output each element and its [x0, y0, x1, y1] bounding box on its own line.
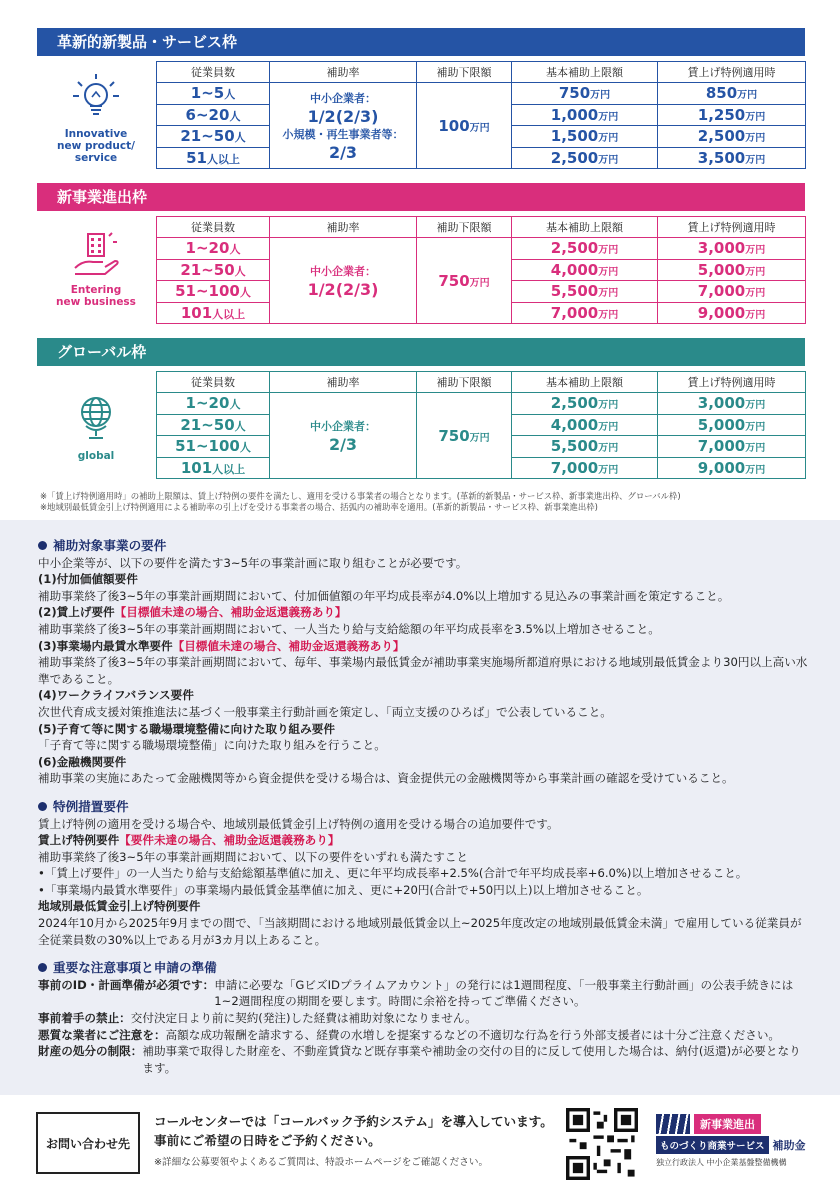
special1-bullet: •「賃上げ要件」の一人当たり給与支給総額基準値に加え、更に年平均成長率+2.5%(合計で年平均成長率+6.0%)以上増加させること。 [38, 866, 748, 881]
caption-line: new business [56, 296, 136, 308]
employee-cell: 1~20人 [157, 238, 270, 260]
logo-org: 独立行政法人 中小企業基盤整備機構 [656, 1158, 787, 1167]
col-header: 補助下限額 [417, 372, 512, 393]
special-intro: 賃上げ特例の適用を受ける場合や、地域別最低賃金引上げ特例の適用を受ける場合の追加要件です。 [38, 816, 559, 831]
upper-cell: 5,500万円 [512, 436, 658, 458]
employee-cell: 101人以上 [157, 457, 270, 479]
table-header-row [157, 372, 806, 393]
caption-line: global [77, 450, 115, 462]
section-header-new-business: 新事業進出枠 [37, 183, 805, 211]
table-row [157, 238, 806, 260]
section-header-global: グローバル枠 [37, 338, 805, 366]
table-notes [40, 491, 681, 513]
footer [0, 1102, 840, 1192]
table-new-business [156, 216, 806, 324]
program-logo [656, 1114, 806, 1168]
globe-icon [69, 390, 123, 442]
special-cell: 5,000万円 [658, 259, 806, 281]
rate-cell: 中小企業者： 1/2(2/3) 小規模・再生事業者等： 2/3 [270, 83, 417, 169]
req3-text: 補助事業終了後3~5年の事業計画期間において、毎年、事業場内最低賃金が補助事業実施場所都道府県における地域別最低賃金より30円以上高い水準であること。 [38, 655, 808, 686]
employee-cell: 21~50人 [157, 126, 270, 148]
rate-cell: 中小企業者： 2/3 [270, 393, 417, 479]
employee-cell: 21~50人 [157, 259, 270, 281]
lower-limit-cell: 100万円 [417, 83, 512, 169]
col-header: 補助率 [270, 372, 417, 393]
special-cell: 9,000万円 [658, 457, 806, 479]
employee-cell: 1~5人 [157, 83, 270, 105]
rate-cell: 中小企業者： 1/2(2/3) [270, 238, 417, 324]
col-header: 基本補助上限額 [512, 217, 658, 238]
table-row [157, 83, 806, 105]
upper-cell: 1,000万円 [512, 104, 658, 126]
bullet-dot-icon [38, 802, 47, 811]
req4-text: 次世代育成支援対策推進法に基づく一般事業主行動計画を策定し、「両立支援のひろば」で公表していること。 [38, 704, 612, 719]
upper-cell: 750万円 [512, 83, 658, 105]
employee-cell: 51~100人 [157, 436, 270, 458]
employee-cell: 51~100人 [157, 281, 270, 303]
employee-cell: 6~20人 [157, 104, 270, 126]
req5-text: 「子育て等に関する職場環境整備」に向けた取り組みを行うこと。 [38, 738, 386, 753]
notice-item: 財産の処分の制限： 補助事業で取得した財産を、不動産賃貸など既存事業や補助金の交付の目的に反して使用した場合は、納付(返還)が必要となります。 [38, 1044, 801, 1075]
heading-notices: 重要な注意事項と申請の準備 [38, 960, 808, 977]
req6-text: 補助事業の実施にあたって金融機関等から資金提供を受ける場合は、資金提供元の金融機関等から事業計画の確認を受けていること。 [38, 771, 734, 786]
col-header: 賃上げ特例適用時 [658, 372, 806, 393]
table-header-row [157, 217, 806, 238]
special-cell: 7,000万円 [658, 436, 806, 458]
col-header: 従業員数 [157, 372, 270, 393]
col-header: 賃上げ特例適用時 [658, 62, 806, 83]
req2-text: 補助事業終了後3~5年の事業計画期間において、一人当たり給与支給総額の年平均成長率を3.5%以上増加させること。 [38, 621, 660, 636]
special-cell: 3,000万円 [658, 238, 806, 260]
bullet-dot-icon [38, 541, 47, 550]
bullet-dot-icon [38, 963, 47, 972]
section-icon-innovative [40, 70, 152, 164]
employee-cell: 51人以上 [157, 147, 270, 169]
special-cell: 9,000万円 [658, 302, 806, 324]
logo-sub: 補助金 [772, 1139, 806, 1152]
hand-building-icon [69, 228, 123, 280]
req1-text: 補助事業終了後3~5年の事業計画期間において、付加価値額の年平均成長率が4.0%以上増加する見込みの事業計画を策定すること。 [38, 588, 730, 603]
heading-special: 特例措置要件 [38, 799, 808, 816]
special1-bullet: •「事業場内最賃水準要件」の事業場内最低賃金基準値に加え、更に+20円(合計で+50円以上)以上増加させること。 [38, 882, 649, 897]
upper-cell: 4,000万円 [512, 414, 658, 436]
special-cell: 7,000万円 [658, 281, 806, 303]
logo-mid: ものづくり商業サービス [656, 1136, 769, 1154]
table-global [156, 371, 806, 479]
footer-note: ※詳細な公募要領やよくあるご質問は、特設ホームページをご確認ください。 [154, 1157, 489, 1168]
section-header-innovative: 革新的新製品・サービス枠 [37, 28, 805, 56]
req5-title: (5)子育て等に関する職場環境整備に向けた取り組み要件 [38, 721, 335, 736]
employee-cell: 21~50人 [157, 414, 270, 436]
table-row [157, 393, 806, 415]
notice-item: 事前着手の禁止： 交付決定日より前に契約(発注)した経費は補助対象になりません。 [38, 1011, 477, 1026]
col-header: 基本補助上限額 [512, 372, 658, 393]
notice-item: 悪質な業者にご注意を： 高額な成功報酬を請求する、経費の水増しを提案するなどの不適切な行為を行う外部支援者には十分ご注意ください。 [38, 1027, 781, 1042]
col-header: 補助率 [270, 217, 417, 238]
contact-label: お問い合わせ先 [36, 1112, 140, 1174]
requirements-panel [0, 520, 840, 1095]
upper-cell: 2,500万円 [512, 238, 658, 260]
callcenter-text: コールセンターでは「コールバック予約システム」を導入しています。 事前にご希望の日時をご予約ください。 [154, 1114, 553, 1148]
upper-cell: 1,500万円 [512, 126, 658, 148]
special-cell: 850万円 [658, 83, 806, 105]
req-intro: 中小企業等が、以下の要件を満たす3~5年の事業計画に取り組むことが必要です。 [38, 555, 468, 570]
logo-top: 新事業進出 [694, 1114, 761, 1134]
table-header-row [157, 62, 806, 83]
upper-cell: 2,500万円 [512, 147, 658, 169]
req6-title: (6)金融機関要件 [38, 754, 127, 769]
col-header: 補助下限額 [417, 217, 512, 238]
special-cell: 3,500万円 [658, 147, 806, 169]
logo-stripes [656, 1114, 690, 1134]
section-icon-global [40, 390, 152, 462]
req4-title: (4)ワークライフバランス要件 [38, 688, 194, 703]
lightbulb-icon [69, 70, 123, 124]
qr-code-icon[interactable] [566, 1108, 638, 1180]
special-cell: 5,000万円 [658, 414, 806, 436]
special-cell: 1,250万円 [658, 104, 806, 126]
req3-title: (3)事業場内最賃水準要件【目標値未達の場合、補助金返還義務あり】 [38, 638, 405, 653]
upper-cell: 4,000万円 [512, 259, 658, 281]
col-header: 補助下限額 [417, 62, 512, 83]
special-cell: 3,000万円 [658, 393, 806, 415]
special2-text: 2024年10月から2025年9月までの間で、「当該期間における地域別最低賃金以上~2025年度改定の地域別最低賃金未満」で雇用している従業員が全従業員数の30%以上である月が3カ月以上あること。 [38, 916, 802, 947]
caption-line: service [74, 152, 118, 164]
heading-requirements: 補助対象事業の要件 [38, 538, 808, 555]
special1-text: 補助事業終了後3~5年の事業計画期間において、以下の要件をいずれも満たすこと [38, 849, 469, 864]
upper-cell: 5,500万円 [512, 281, 658, 303]
notice-item: 事前のID・計画準備が必須です： 申請に必要な「GビズIDプライムアカウント」の発行には1週間程度、「一般事業主行動計画」の公表手続きには1~2週間程度の期間を要します。時間に余裕を持ってご準備ください。 [38, 977, 794, 1009]
special2-title: 地域別最低賃金引上げ特例要件 [38, 899, 201, 914]
col-header: 補助率 [270, 62, 417, 83]
caption-line: Innovative [64, 128, 128, 140]
req2-title: (2)賃上げ要件【目標値未達の場合、補助金返還義務あり】 [38, 605, 347, 620]
note-line: ※「賃上げ特例適用時」の補助上限額は、賃上げ特例の要件を満たし、適用を受ける事業者の場合となります。(革新的新製品・サービス枠、新事業進出枠、グローバル枠) [40, 491, 681, 501]
special1-title: 賃上げ特例要件【要件未達の場合、補助金返還義務あり】 [38, 833, 340, 848]
caption-line: Entering [70, 284, 122, 296]
upper-cell: 2,500万円 [512, 393, 658, 415]
col-header: 従業員数 [157, 217, 270, 238]
lower-limit-cell: 750万円 [417, 238, 512, 324]
col-header: 基本補助上限額 [512, 62, 658, 83]
col-header: 従業員数 [157, 62, 270, 83]
upper-cell: 7,000万円 [512, 457, 658, 479]
lower-limit-cell: 750万円 [417, 393, 512, 479]
section-icon-new-business [40, 228, 152, 308]
table-innovative [156, 61, 806, 169]
employee-cell: 1~20人 [157, 393, 270, 415]
special-cell: 2,500万円 [658, 126, 806, 148]
caption-line: new product/ [57, 140, 135, 152]
upper-cell: 7,000万円 [512, 302, 658, 324]
col-header: 賃上げ特例適用時 [658, 217, 806, 238]
req1-title: (1)付加価値額要件 [38, 572, 138, 587]
employee-cell: 101人以上 [157, 302, 270, 324]
note-line: ※地域別最低賃金引上げ特例適用による補助率の引上げを受ける事業者の場合、括弧内の補助率を適用。(革新的新製品・サービス枠、新事業進出枠) [40, 502, 598, 512]
